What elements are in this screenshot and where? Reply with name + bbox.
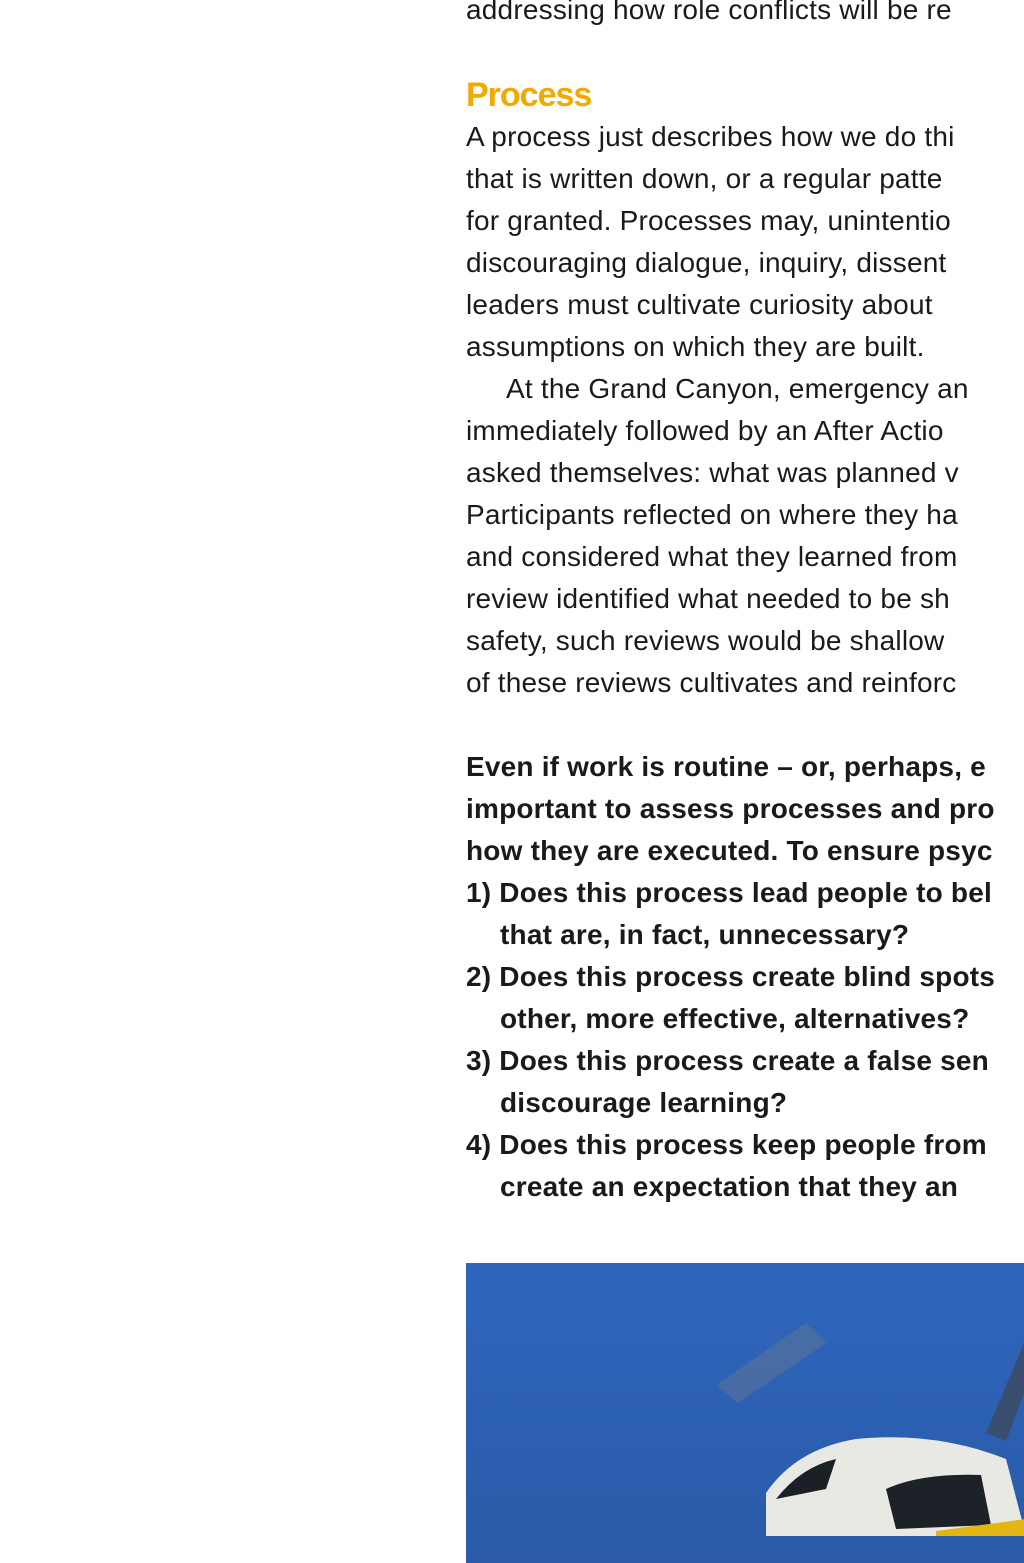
top-fragment: addressing how role conflicts will be re <box>466 0 952 25</box>
list-item <box>466 1124 987 1166</box>
text-line: safety, such reviews would be shallow <box>466 625 945 656</box>
list-item <box>466 956 995 998</box>
text-line: immediately followed by an After Actio <box>466 415 944 446</box>
helicopter-photo <box>466 1263 1024 1563</box>
list-text: Does this process create blind spots <box>499 961 996 992</box>
section-heading-process: Process <box>466 76 592 114</box>
helicopter-image <box>466 1263 1024 1563</box>
text-line: for granted. Processes may, unintentio <box>466 205 951 236</box>
text-line: review identified what needed to be sh <box>466 583 950 614</box>
list-item <box>466 1040 989 1082</box>
list-number: 2) <box>466 961 492 992</box>
text-line: and considered what they learned from <box>466 541 958 572</box>
bold-line: important to assess processes and pro <box>466 793 995 824</box>
text-line: leaders must cultivate curiosity about <box>466 289 933 320</box>
text-line: At the Grand Canyon, emergency an <box>506 373 969 404</box>
text-line: discouraging dialogue, inquiry, dissent <box>466 247 947 278</box>
list-item-continuation: discourage learning? <box>500 1087 788 1118</box>
bold-line: Even if work is routine – or, perhaps, e <box>466 751 986 782</box>
list-item <box>466 872 992 914</box>
text-line: asked themselves: what was planned v <box>466 457 959 488</box>
list-number: 4) <box>466 1129 492 1160</box>
list-text: Does this process keep people from <box>499 1129 987 1160</box>
bold-line: how they are executed. To ensure psyc <box>466 835 993 866</box>
list-text: Does this process create a false sen <box>499 1045 989 1076</box>
text-line: of these reviews cultivates and reinforc <box>466 667 957 698</box>
list-number: 3) <box>466 1045 492 1076</box>
list-item-continuation: that are, in fact, unnecessary? <box>500 919 910 950</box>
list-text: Does this process lead people to bel <box>499 877 992 908</box>
text-line: Participants reflected on where they ha <box>466 499 958 530</box>
list-item-continuation: other, more effective, alternatives? <box>500 1003 970 1034</box>
text-line: that is written down, or a regular patte <box>466 163 943 194</box>
text-line: assumptions on which they are built. <box>466 331 925 362</box>
text-line: A process just describes how we do thi <box>466 121 955 152</box>
list-item-continuation: create an expectation that they an <box>500 1171 959 1202</box>
list-number: 1) <box>466 877 492 908</box>
